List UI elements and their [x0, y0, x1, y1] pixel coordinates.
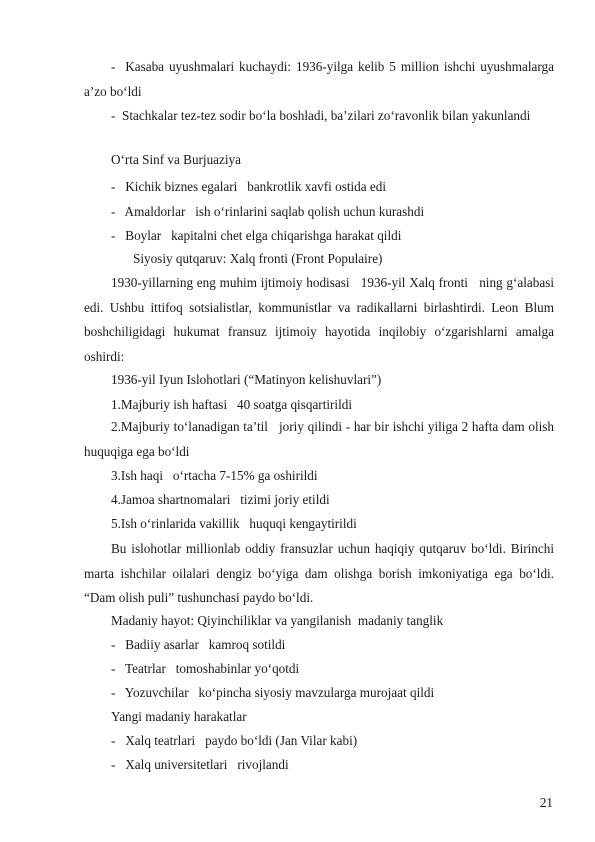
list-item-theatres: - Teatrlar tomoshabinlar yo‘qotdi — [111, 661, 300, 676]
reform-item-2: 2.Majburiy to‘lanadigan ta’til joriy qilindi - har bir ishchi yiliga 2 hafta dam olish huquqiga ega bo‘ldi — [84, 419, 554, 459]
heading-new-movements: Yangi madaniy harakatlar — [111, 709, 247, 724]
reform-item-5: 5.Ish o‘rinlarida vakillik huquqi kengaytirildi — [111, 516, 357, 531]
list-item-rich: - Boylar kapitalni chet elga chiqarishga harakat qildi — [111, 228, 402, 243]
list-item-folk-universities: - Xalq universitetlari rivojlandi — [111, 757, 289, 772]
list-item-art-works: - Badiiy asarlar kamroq sotildi — [111, 637, 286, 652]
paragraph-strikes: - Stachkalar tez-tez sodir bo‘la boshladi, ba’zilari zo‘ravonlik bilan yakunlandi — [111, 108, 531, 123]
list-item-folk-theatres: - Xalq teatrlari paydo bo‘ldi (Jan Vilar kabi) — [111, 733, 358, 748]
list-item-writers: - Yozuvchilar ko‘pincha siyosiy mavzularga murojaat qildi — [111, 685, 435, 700]
list-item-officials: - Amaldorlar ish o‘rinlarini saqlab qolish uchun kurashdi — [111, 204, 425, 219]
list-item-small-business: - Kichik biznes egalari bankrotlik xavfi ostida edi — [111, 179, 387, 194]
paragraph-reforms-impact: Bu islohotlar millionlab oddiy fransuzlar uchun haqiqiy qutqaruv bo‘ldi. Birinchi marta ishchilar oilalari dengiz bo‘yiga dam olishga borish imkoniyatiga ega bo‘ldi. “Dam olish puli” tushunchasi paydo bo‘ldi. — [84, 541, 554, 605]
reform-item-4: 4.Jamoa shartnomalari tizimi joriy etildi — [111, 492, 330, 507]
paragraph-popular-front: 1930-yillarning eng muhim ijtimoiy hodisasi 1936-yil Xalq fronti ning g‘alabasi edi. Ushbu ittifoq sotsialistlar, kommunistlar va radikallarni birlashtirdi. Leon Blum boshchiligidagi hukumat fransuz ijtimoiy hayotida inqilobiy o‘zgarishlarni amalga oshirdi: — [84, 275, 554, 364]
heading-cultural-life: Madaniy hayot: Qiyinchiliklar va yangilanish madaniy tanglik — [111, 613, 444, 628]
paragraph-trade-unions: - Kasaba uyushmalari kuchaydi: 1936-yilga kelib 5 million ishchi uyushmalarga a’zo bo‘ldi — [84, 59, 554, 99]
page-number: 21 — [539, 795, 553, 810]
reform-item-1: 1.Majburiy ish haftasi 40 soatga qisqartirildi — [111, 397, 353, 412]
reform-item-3: 3.Ish haqi o‘rtacha 7-15% ga oshirildi — [111, 468, 318, 483]
heading-popular-front: Siyosiy qutqaruv: Xalq fronti (Front Populaire) — [133, 251, 383, 266]
heading-middle-class: O‘rta Sinf va Burjuaziya — [111, 152, 242, 167]
heading-june-reforms: 1936-yil Iyun Islohotlari (“Matinyon kelishuvlari”) — [111, 372, 382, 387]
